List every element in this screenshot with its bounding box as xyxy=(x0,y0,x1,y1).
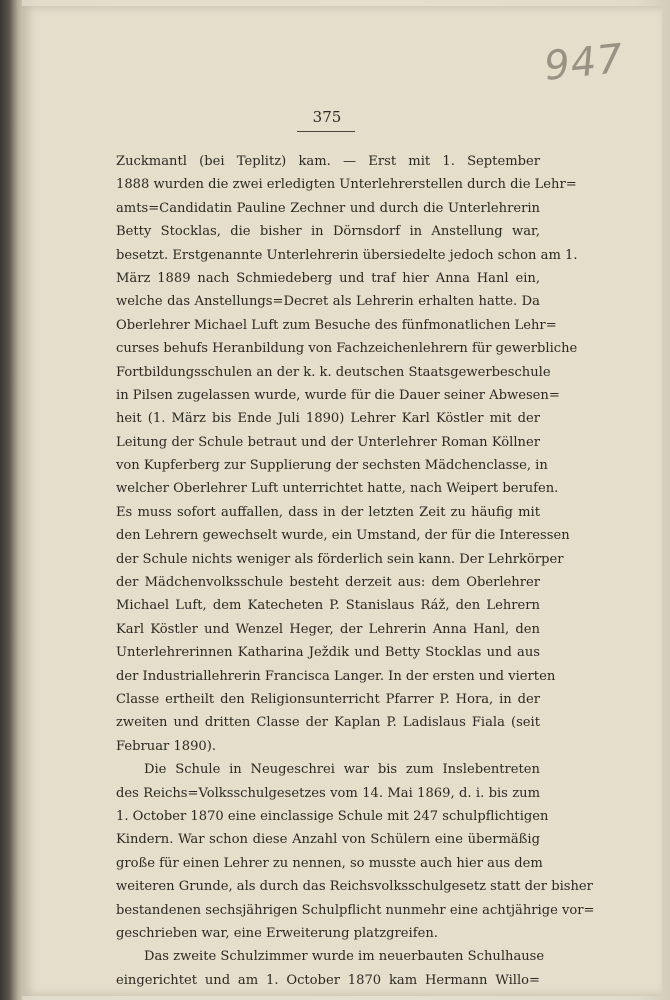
text-line: 1888 wurden die zwei erledigten Unterlehrerstellen durch die Lehr= xyxy=(116,177,577,193)
body-text xyxy=(116,150,595,992)
text-line: welche das Anstellungs=Decret als Lehrerin erhalten hatte. Da xyxy=(116,294,540,310)
text-line: Es muss sofort auffallen, dass in der letzten Zeit zu häufig mit xyxy=(116,504,540,520)
text-line: Betty Stocklas, die bisher in Dörnsdorf in Anstellung war, xyxy=(116,224,540,240)
text-line: Fortbildungsschulen an der k. k. deutschen Staatsgewerbeschule xyxy=(116,364,551,380)
text-line: curses behufs Heranbildung von Fachzeichenlehrern für gewerbliche xyxy=(116,341,578,357)
handwritten-folio-number: 947 xyxy=(542,35,626,90)
text-line: in Pilsen zugelassen wurde, wurde für die Dauer seiner Abwesen= xyxy=(116,387,560,403)
text-line: welcher Oberlehrer Luft unterrichtet hatte, nach Weipert berufen. xyxy=(116,481,559,497)
text-line: Leitung der Schule betraut und der Unterlehrer Roman Köllner xyxy=(116,434,540,450)
text-line: Classe ertheilt den Religionsunterricht Pfarrer P. Hora, in der xyxy=(116,691,540,707)
text-line: Oberlehrer Michael Luft zum Besuche des fünfmonatlichen Lehr= xyxy=(116,317,557,333)
text-line: Das zweite Schulzimmer wurde im neuerbauten Schulhause xyxy=(144,949,545,965)
text-line: März 1889 nach Schmiedeberg und traf hier Anna Hanl ein, xyxy=(116,270,540,286)
text-line: amts=Candidatin Pauline Zechner und durch die Unterlehrerin xyxy=(116,200,540,216)
text-line: Kindern. War schon diese Anzahl von Schülern eine übermäßig xyxy=(116,832,540,848)
book-spine xyxy=(0,0,22,1000)
text-line: zweiten und dritten Classe der Kaplan P. Ladislaus Fiala (seit xyxy=(116,715,540,731)
text-line: Karl Köstler und Wenzel Heger, der Lehrerin Anna Hanl, den xyxy=(116,621,540,637)
text-line: weiteren Grunde, als durch das Reichsvolksschulgesetz statt der bisher xyxy=(116,879,593,895)
page-number: 375 xyxy=(312,108,342,126)
text-line: den Lehrern gewechselt wurde, ein Umstand, der für die Interessen xyxy=(116,528,570,544)
text-line: große für einen Lehrer zu nennen, so musste auch hier aus dem xyxy=(116,855,543,871)
text-line: geschrieben war, eine Erweiterung platzgreifen. xyxy=(116,925,438,941)
text-line: Zuckmantl (bei Teplitz) kam. — Erst mit 1. September xyxy=(116,154,540,169)
page-number-rule xyxy=(297,131,355,132)
text-line: 1. October 1870 eine einclassige Schule mit 247 schulpflichtigen xyxy=(116,808,549,824)
text-line: Michael Luft, dem Katecheten P. Stanislaus Ráž, den Lehrern xyxy=(116,598,540,614)
text-line: Unterlehrerinnen Katharina Ježdik und Betty Stocklas und aus xyxy=(116,645,540,661)
text-line: des Reichs=Volksschulgesetzes vom 14. Mai 1869, d. i. bis zum xyxy=(116,785,540,801)
text-line: bestandenen sechsjährigen Schulpflicht nunmehr eine achtjährige vor= xyxy=(116,902,595,918)
text-line: Februar 1890). xyxy=(116,738,217,754)
text-line: besetzt. Erstgenannte Unterlehrerin übersiedelte jedoch schon am 1. xyxy=(116,247,578,263)
text-line: eingerichtet und am 1. October 1870 kam Hermann Willo= xyxy=(116,972,540,988)
text-line: von Kupferberg zur Supplierung der sechsten Mädchenclasse, in xyxy=(116,458,548,474)
text-line: Die Schule in Neugeschrei war bis zum Inslebentreten xyxy=(144,762,540,778)
text-line: der Industriallehrerin Francisca Langer. In der ersten und vierten xyxy=(116,668,556,684)
text-line: der Schule nichts weniger als förderlich sein kann. Der Lehrkörper xyxy=(116,551,564,567)
text-line: heit (1. März bis Ende Juli 1890) Lehrer Karl Köstler mit der xyxy=(116,411,540,427)
text-line: der Mädchenvolksschule besteht derzeit aus: dem Oberlehrer xyxy=(116,575,540,591)
